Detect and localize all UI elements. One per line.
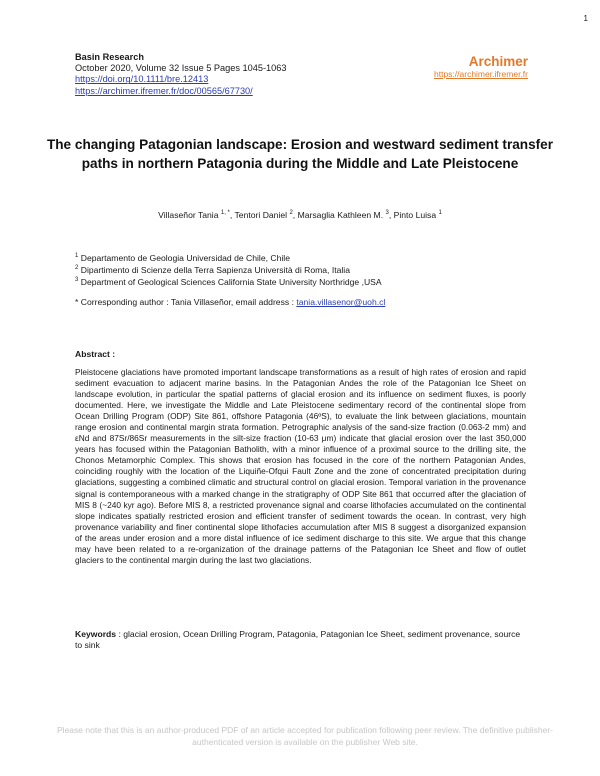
abstract-heading: Abstract : [75,349,116,359]
doi-link[interactable]: https://doi.org/10.1111/bre.12413 [75,74,209,85]
author-affil-marker: 1 [438,210,442,217]
affiliation-item: $^1$ Departamento de Geologia Universidad de Chile, Chile [75,253,290,263]
journal-info [75,52,286,97]
archive-link[interactable]: https://archimer.ifremer.fr/doc/00565/67730/ [75,85,253,96]
keywords-label: Keywords [75,629,117,639]
footer-disclaimer: Please note that this is an author-produced PDF of an article accepted for publication following peer review. The definitive publisher-authenticated version is available on the publisher Web site. [57,725,553,747]
author-name: Marsaglia Kathleen M. [297,210,384,220]
affiliation-item: $^2$ Dipartimento di Scienze della Terra Sapienza Università di Roma, Italia [75,264,350,275]
corresponding-author: * Corresponding author : Tania Villaseñor, email address : tania.villasenor@uoh.cl [75,297,386,307]
author-affil-marker: 1, * [220,210,230,217]
archimer-logo [434,54,528,80]
author-list: Villaseñor Tania $^{1, *}$, Tentori Daniel $^2$, Marsaglia Kathleen M. $^3$, Pinto Luisa $^1$ [158,210,442,220]
affiliations [75,253,382,288]
keywords-text: : glacial erosion, Ocean Drilling Program, Patagonia, Patagonian Ice Sheet, sediment provenance, source to sink [75,629,521,651]
archimer-brand: Archimer [468,54,528,69]
keywords [75,629,526,652]
paper-title: The changing Patagonian landscape: Erosion and westward sediment transfer paths in northern Patagonia during the Middle and Late Pleistocene [46,137,554,171]
author-name: Pinto Luisa [393,210,437,220]
author-affil-marker: 3 [385,210,389,217]
author-email-link[interactable]: tania.villasenor@uoh.cl [296,297,386,307]
page-number: 1 [583,14,588,23]
journal-name: Basin Research [75,52,144,62]
author-name: Villaseñor Tania [158,210,219,220]
abstract-body: Pleistocene glaciations have promoted important landscape transformations as a result of high rates of erosion and rapid sediment evacuation to adjacent marine basins. In the Patagonian Andes the role of the Patagonian Ice Sheet on landscape evolution, in particular the spatial patterns of glacial erosion and its influence on sediment fluxes, is poorly documented. Here, we investigate the Middle and Late Pleistocene sedimentary record of the continental slope from Ocean Drilling Program (ODP) Site 861, offshore Patagonia (46ºS), to evaluate the link between glaciations, mountain range erosion and continental margin strata formation. Petrographic analysis of the sand-size fraction (0.063-2 mm) and εNd and 87Sr/86Sr measurements in the silt-size fraction (10-63 μm) indicate that glacial erosion over the last 350,000 years has focused within the Patagonian Batholith, with a minor influence of a proximal source to the drilling site, the Chonos Metamorphic Complex. This shows that erosion has focused in the core of the northern Patagonian Andes, coinciding roughly with the location of the Liquiñe-Ofqui Fault Zone and the zone of concentrated precipitation during glaciations, suggesting a combined climatic and structural control on glacial erosion. Temporal variation in the provenance signal is contemporaneous with a marked change in the stratigraphy of ODP Site 861 that occurred after the glaciation of MIS 8 (~240 kyr ago). Before MIS 8, a restricted provenance signal and coarse lithofacies accumulated on the continental slope indicates spatially restricted erosion and efficient transfer of sediment towards the ocean. In contrast, very high provenance variability and finer continental slope lithofacies accumulation after MIS 8 suggest a disorganized expansion of the areas under erosion and a more distal influence of ice sediment discharge to this site. We argue that this change may have been related to a re-organization of the drainage patterns of the Patagonian Ice Sheet and flow of outlet glaciers to the continental margin during the last two glaciations. [75,367,526,565]
author-name: Tentori Daniel [234,210,288,220]
affiliation-item: $^3$ Department of Geological Sciences California State University Northridge ,USA [75,276,382,287]
archimer-link[interactable]: https://archimer.ifremer.fr [434,69,528,79]
author-affil-marker: 2 [289,210,293,217]
journal-citation: October 2020, Volume 32 Issue 5 Pages 1045-1063 [75,63,287,74]
